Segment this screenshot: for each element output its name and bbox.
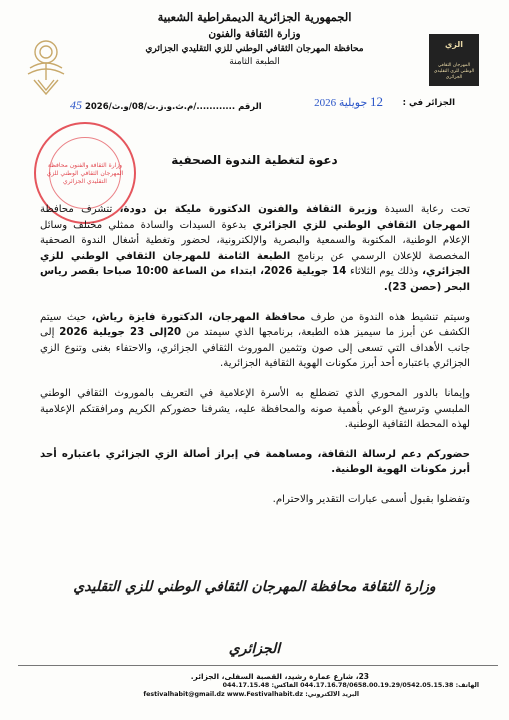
paragraph-2 bbox=[40, 310, 470, 372]
p2-commissioner: محافظة المهرجان، الدكتورة فايزة رياش، bbox=[91, 311, 306, 323]
reference-label: الرقم ............/م.ث.و.ز.ت/08/و.ث/2026 bbox=[84, 102, 262, 112]
reference-row bbox=[0, 94, 509, 114]
paragraph-3: وإيمانا بالدور المحوري الذي تضطلع به الأسرة الإعلامية في التعريف بالموروث الثقافي الوطني الملبسي وترسيخ الوعي بأهمية صونه والمحافظة عليه، يشرفنا حضوركم الكريم ومرافقتكم الإعلامية لهذه المحطة الثقافية الوطنية. bbox=[40, 387, 470, 431]
footer-divider bbox=[18, 665, 498, 666]
p1-festival: المهرجان الثقافي الوطني للزي الجزائري bbox=[252, 219, 470, 231]
p1-text-e: بدعوة السيدات والسادة ممثلي مختلف وسائل الإعلام الوطنية، المكتوبة والسمعية والبصرية والإلكترونية، لحضور وتغطية أشغال الندوة الصحفية المخصصة للإعلان الرسمي عن برنامج bbox=[40, 219, 470, 262]
p1-minister: وزيرة الثقافة والفنون الدكتورة مليكة بن دودة، bbox=[119, 204, 378, 215]
footer-address: 23، شارع عمارة رشيد، القصبة السفلى، الجزائر. bbox=[190, 672, 369, 681]
edition-label: الطبعة الثامنة bbox=[229, 57, 280, 67]
reference-number bbox=[70, 98, 262, 113]
signature-stamp: وزارة الثقافة محافظة المهرجان الثقافي الوطني للزي التقليدي الجزائري bbox=[73, 579, 436, 657]
handwritten-date bbox=[314, 94, 383, 110]
stamp-text: وزارة الثقافة والفنون محافظة المهرجان الثقافي الوطني للزي التقليدي الجزائري bbox=[46, 162, 124, 185]
p2-text-e: إلى جانب الأهداف التي تسعى إلى صون وتثمين الموروث الثقافي الجزائري، والاحتفاء بغنى وتنوع الزي الجزائري باعتباره أحد أبرز مكونات الهوية الثقافية الجزائرية. bbox=[40, 327, 470, 370]
date-year: 2026 bbox=[314, 97, 337, 109]
paragraph-5-closing: وتفضلوا بقبول أسمى عبارات التقدير والاحترام. bbox=[272, 493, 470, 505]
republic-name: الجمهورية الجزائرية الديمقراطية الشعبية bbox=[157, 10, 352, 24]
footer-phones: الهاتف: 044.17.16.78/0658.00.19.29/0542.05.15.38 الفاكس: 044.17.15.48 bbox=[222, 682, 479, 689]
p1-text-c: تتشرف محافظة bbox=[40, 204, 113, 215]
ministry-emblem-logo bbox=[20, 34, 72, 96]
festival-logo-title: الزي bbox=[444, 40, 464, 49]
p2-dates: 20إلى 23 جويلية 2026 bbox=[59, 327, 182, 339]
reference-handwritten-number: 45 bbox=[70, 98, 82, 112]
p1-datetime: 14 جويلية 2026، ابتداء من الساعة 10:00 صباحا بقصر رياس البحر (حصن 23). bbox=[40, 266, 470, 293]
paragraph-4: حضوركم دعم لرسالة الثقافة، ومساهمة في إبراز أصالة الزي الجزائري باعتباره أحد أبرز مكونات الهوية الوطنية. bbox=[40, 448, 470, 476]
place-label: الجزائر في : bbox=[402, 98, 455, 108]
document-title: دعوة لتغطية الندوة الصحفية bbox=[171, 153, 338, 167]
commissariat-name: محافظة المهرجان الثقافي الوطني للزي التقليدي الجزائري bbox=[145, 44, 364, 54]
date-month: جويلية bbox=[338, 97, 368, 109]
date-day: 12 bbox=[370, 94, 383, 109]
p1-text-g: وذلك يوم الثلاثاء bbox=[349, 266, 419, 278]
footer-email: البريد الالكتروني: festivalhabit@gmail.dz www.Festivalhabit.dz bbox=[143, 691, 359, 698]
footer bbox=[0, 672, 509, 699]
paragraph-1 bbox=[40, 202, 470, 296]
p1-edition: الطبعة الثامنة للمهرجان الثقافي الوطني للزي الجزائري، bbox=[40, 250, 470, 278]
letter-body bbox=[40, 202, 470, 522]
p2-text-c: حيث سيتم الكشف عن أبرز ما سيميز هذه الطبعة، برنامجها الذي سيمتد من bbox=[40, 311, 470, 339]
festival-logo bbox=[429, 34, 479, 86]
p2-text-a: وسيتم تنشيط هذه الندوة من طرف bbox=[310, 311, 470, 323]
p1-text-a: تحت رعاية السيدة bbox=[384, 204, 470, 215]
festival-logo-subtitle: المهرجان الثقافي الوطني للزي التقليدي الجزائري bbox=[433, 63, 475, 80]
ministry-name: وزارة الثقافة والفنون bbox=[208, 28, 301, 40]
